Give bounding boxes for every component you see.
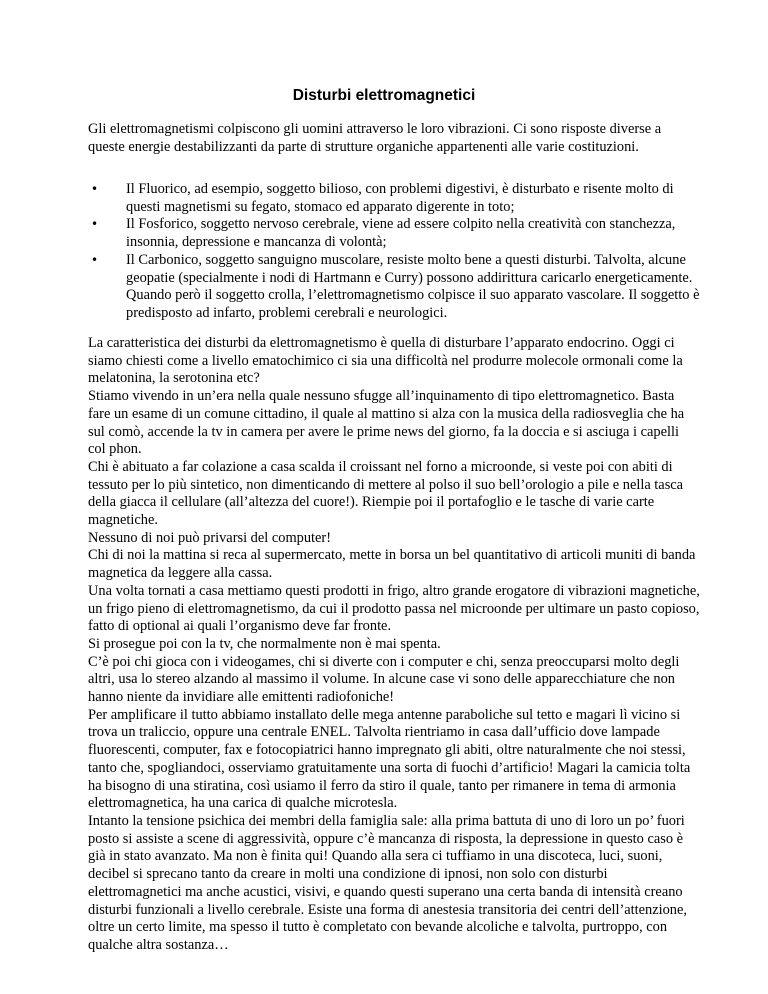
paragraph: La caratteristica dei disturbi da elettromagnetismo è quella di disturbare l’apparato endocrino. Oggi ci siamo chiesti come a livello ematochimico ci sia una difficoltà nel produrre molecole ormonali come la melatonina, la serotonina etc? xyxy=(88,335,683,387)
paragraph: Stiamo vivendo in un’era nella quale nessuno sfugge all’inquinamento di tipo elettromagnetico. Basta fare un esame di un comune cittadino, il quale al mattino si alza con la musica della radiosveglia che ha sul comò, accende la tv in camera per avere le prime news del giorno, fa la doccia e si asciuga i capelli col phon. xyxy=(88,388,685,458)
list-item-text: Il Fosforico, soggetto nervoso cerebrale, viene ad essere colpito nella creatività con stanchezza, insonnia, depressione e mancanza di volontà; xyxy=(126,216,676,251)
document-title: Disturbi elettromagnetici xyxy=(292,87,476,104)
bullet-icon: • xyxy=(91,217,99,232)
paragraph: Chi di noi la mattina si reca al supermercato, mette in borsa un bel quantitativo di articoli muniti di banda magnetica da leggere alla cassa. xyxy=(88,547,696,582)
paragraph: Chi è abituato a far colazione a casa scalda il croissant nel forno a microonde, si veste poi con abiti di tessuto per lo più sintetico, non dimenticando di mettere al polso il suo bell’orologio a pile e nella tasca della giacca il cellulare (all’altezza del cuore!). Riempie poi il portafoglio e le tasche di varie carte magnetiche. xyxy=(88,458,684,529)
list-item xyxy=(91,181,701,216)
intro-paragraph: Gli elettromagnetismi colpiscono gli uomini attraverso le loro vibrazioni. Ci sono risposte diverse a queste energie destabilizzanti da parte di strutture organiche appartenenti alle varie costituzioni. xyxy=(88,121,662,155)
paragraph: Per amplificare il tutto abbiamo installato delle mega antenne paraboliche sul tetto e magari lì vicino si trova un traliccio, oppure una centrale ENEL. Talvolta rientriamo in casa dall’ufficio dove lampade fluorescenti, computer, fax e fotocopiatrici hanno impregnato gli abiti, oltre naturalmente che noi stessi, tanto che, spogliandoci, osserviamo gratuitamente una sorta di fuochi d’artificio! Magari la camicia tolta ha bisogno di una stiratina, così usiamo il ferro da stiro il quale, tanto per rimanere in tema di armonia elettromagnetica, ha una carica di qualche microtesla. xyxy=(88,706,691,812)
paragraph: Nessuno di noi può privarsi del computer! xyxy=(88,529,331,546)
paragraph: Intanto la tensione psichica dei membri della famiglia sale: alla prima battuta di uno di loro un po’ fuori posto si assiste a scene di aggressività, oppure c’è mancanza di risposta, la depressione in questo caso è già in stato avanzato. Ma non è finita qui! Quando alla sera ci tuffiamo in una discoteca, luci, suoni, decibel si sprecano tanto da creare in molti una condizione di ipnosi, non solo con disturbi elettromagnetici ma anche acustici, visivi, e quando questi superano una certa banda di intensità creano disturbi funzionali a livello cerebrale. Esiste una forma di anestesia transitoria dei centri dell’attenzione, oltre un certo limite, ma spesso il tutto è completato con bevande alcoliche e talvolta, purtroppo, con qualche altra sostanza… xyxy=(88,812,687,953)
constitution-list xyxy=(91,181,701,323)
paragraph: Si prosegue poi con la tv, che normalmente non è mai spenta. xyxy=(88,635,441,652)
list-item-text: Il Fluorico, ad esempio, soggetto bilioso, con problemi digestivi, è disturbato e risente molto di questi magnetismi su fegato, stomaco ed apparato digerente in toto; xyxy=(126,181,674,215)
paragraph: C’è poi chi gioca con i videogames, chi si diverte con i computer e chi, senza preoccuparsi molto degli altri, usa lo stereo alzando al massimo il volume. In alcune case vi sono delle apparecchiature che non hanno niente da invidiare alle emittenti radiofoniche! xyxy=(88,653,680,706)
list-item-text: Il Carbonico, soggetto sanguigno muscolare, resiste molto bene a questi disturbi. Talvolta, alcune geopatie (specialmente i nodi di Hartmann e Curry) possono addirittura caricarlo energeticamente. Quando però il soggetto crolla, l’elettromagnetismo colpisce il suo apparato vascolare. Il soggetto è predisposto ad infarto, problemi cerebrali e neurologici. xyxy=(126,251,700,321)
bullet-icon: • xyxy=(91,182,99,196)
main-text xyxy=(88,335,700,955)
paragraph: Una volta tornati a casa mettiamo questi prodotti in frigo, altro grande erogatore di vibrazioni magnetiche, un frigo pieno di elettromagnetismo, da cui il prodotto passa nel microonde per ultimare un pasto copioso, fatto di optional ai quali l’organismo deve far fronte. xyxy=(88,582,700,635)
bullet-icon: • xyxy=(91,252,99,267)
list-item xyxy=(91,252,701,323)
list-item xyxy=(91,216,701,251)
